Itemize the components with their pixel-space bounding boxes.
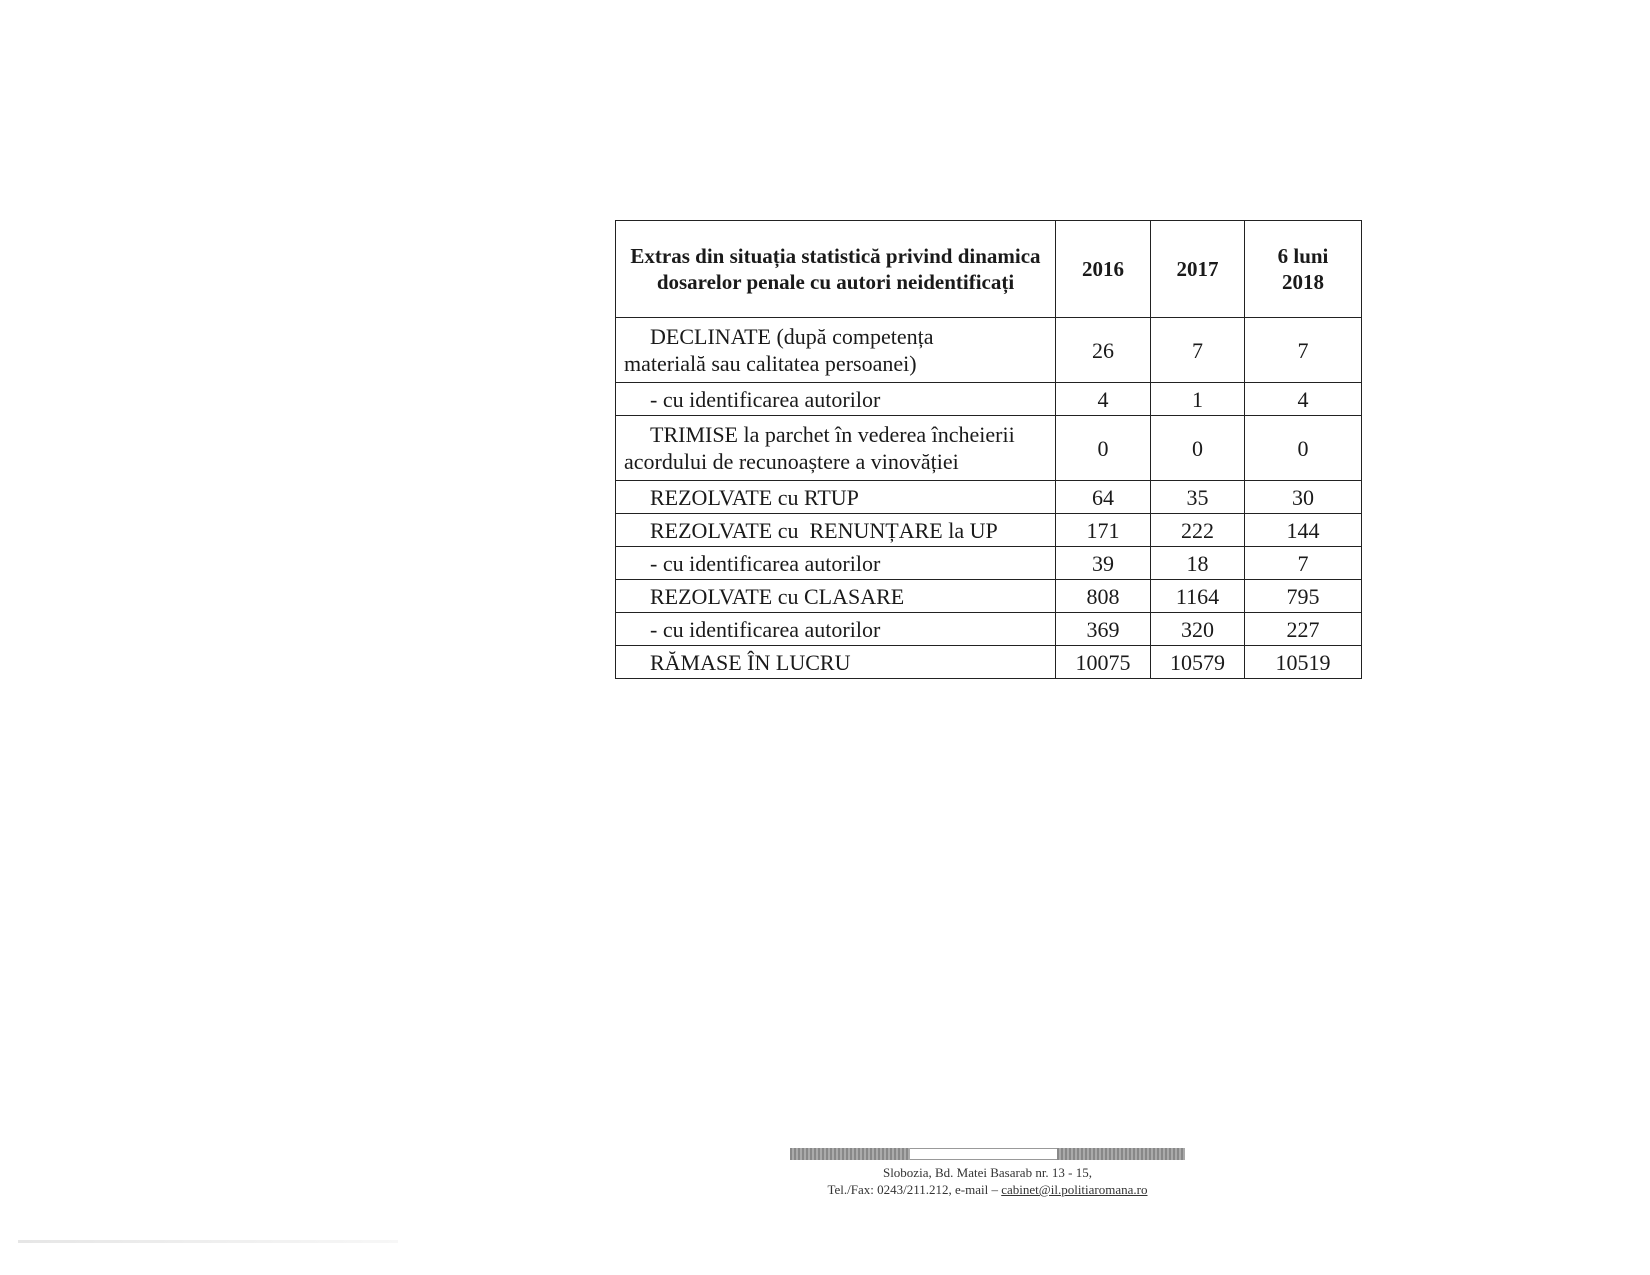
- cell-2017: 35: [1151, 481, 1245, 514]
- row-label: RĂMASE ÎN LUCRU: [616, 646, 1056, 679]
- table-row: [616, 580, 1362, 613]
- cell-2017: 320: [1151, 613, 1245, 646]
- row-label-line1: TRIMISE la parchet în vederea încheierii: [650, 422, 1015, 447]
- cell-2016: 64: [1056, 481, 1151, 514]
- cell-2017: 222: [1151, 514, 1245, 547]
- cell-2017: 0: [1151, 416, 1245, 481]
- table-row: [616, 383, 1362, 416]
- cell-2017: 10579: [1151, 646, 1245, 679]
- table-header-2016: 2016: [1056, 221, 1151, 318]
- cell-2017: 1: [1151, 383, 1245, 416]
- cell-2016: 4: [1056, 383, 1151, 416]
- row-label: REZOLVATE cu RTUP: [616, 481, 1056, 514]
- row-label-line2: materială sau calitatea persoanei): [624, 351, 917, 376]
- cell-2018: 4: [1245, 383, 1362, 416]
- table-row: [616, 514, 1362, 547]
- cell-2016: 39: [1056, 547, 1151, 580]
- scan-edge-artifact: [18, 1240, 398, 1243]
- cell-2017: 7: [1151, 318, 1245, 383]
- row-label-line1: DECLINATE (după competența: [650, 324, 934, 349]
- table-row: [616, 318, 1362, 383]
- table-row: [616, 416, 1362, 481]
- row-label: - cu identificarea autorilor: [616, 383, 1056, 416]
- cell-2018: 0: [1245, 416, 1362, 481]
- footer-bar-left: [790, 1148, 910, 1160]
- table-header-6-luni: 6 luni: [1277, 244, 1329, 268]
- cell-2018: 144: [1245, 514, 1362, 547]
- table-row: [616, 646, 1362, 679]
- footer-email-link[interactable]: cabinet@il.politiaromana.ro: [1001, 1182, 1148, 1197]
- cell-2016: 171: [1056, 514, 1151, 547]
- row-label: [616, 416, 1056, 481]
- table-row: [616, 613, 1362, 646]
- row-label-line2: acordului de recunoaștere a vinovăției: [624, 449, 959, 474]
- page-footer: [790, 1148, 1185, 1198]
- cell-2016: 10075: [1056, 646, 1151, 679]
- cell-2018: 795: [1245, 580, 1362, 613]
- row-label: REZOLVATE cu CLASARE: [616, 580, 1056, 613]
- table-header-row: [616, 221, 1362, 318]
- statistics-table: [615, 220, 1362, 679]
- footer-divider-bar: [790, 1148, 1185, 1160]
- table-row: [616, 481, 1362, 514]
- row-label: [616, 318, 1056, 383]
- row-label: - cu identificarea autorilor: [616, 613, 1056, 646]
- footer-address: Slobozia, Bd. Matei Basarab nr. 13 - 15,: [882, 1165, 1093, 1180]
- cell-2016: 369: [1056, 613, 1151, 646]
- footer-bar-middle: [910, 1148, 1057, 1160]
- cell-2018: 227: [1245, 613, 1362, 646]
- cell-2018: 30: [1245, 481, 1362, 514]
- table-row: [616, 547, 1362, 580]
- row-label: REZOLVATE cu RENUNȚARE la UP: [616, 514, 1056, 547]
- table-header-6-luni-2018: [1245, 221, 1362, 318]
- cell-2018: 7: [1245, 547, 1362, 580]
- footer-contact: [790, 1181, 1185, 1198]
- table-header-label: Extras din situația statistică privind dinamica dosarelor penale cu autori neidentificați: [616, 221, 1056, 318]
- cell-2017: 1164: [1151, 580, 1245, 613]
- cell-2016: 26: [1056, 318, 1151, 383]
- cell-2016: 808: [1056, 580, 1151, 613]
- cell-2018: 10519: [1245, 646, 1362, 679]
- table-header-2017: 2017: [1151, 221, 1245, 318]
- cell-2017: 18: [1151, 547, 1245, 580]
- row-label: - cu identificarea autorilor: [616, 547, 1056, 580]
- footer-bar-right: [1057, 1148, 1185, 1160]
- table-header-2018: 2018: [1282, 270, 1324, 294]
- cell-2018: 7: [1245, 318, 1362, 383]
- footer-contact-prefix: Tel./Fax: 0243/211.212, e-mail –: [827, 1182, 998, 1197]
- cell-2016: 0: [1056, 416, 1151, 481]
